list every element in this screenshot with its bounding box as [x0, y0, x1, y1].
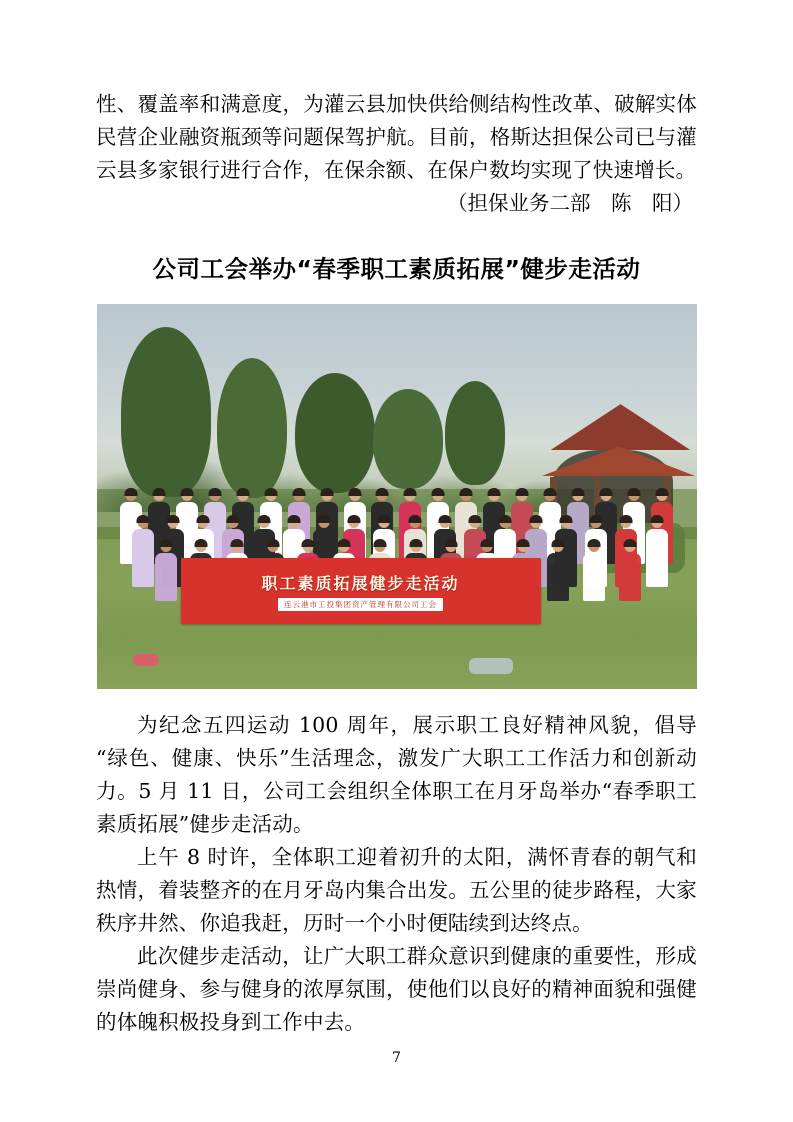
photo-person-hair	[287, 515, 300, 523]
photo-person-hair	[469, 515, 482, 523]
photo-person-hair	[152, 488, 165, 496]
photo-person-hair	[348, 515, 361, 523]
photo-person-hair	[195, 539, 208, 547]
photo-person-hair	[480, 539, 493, 547]
photo-person-hair	[376, 488, 389, 496]
photo-person	[619, 553, 641, 601]
photo-person-hair	[257, 515, 270, 523]
photo-person-hair	[571, 488, 584, 496]
group-photo	[97, 304, 697, 689]
photo-person-hair	[623, 539, 636, 547]
photo-person-hair	[488, 488, 501, 496]
photo-person-hair	[348, 488, 361, 496]
photo-person-hair	[408, 515, 421, 523]
photo-person-hair	[544, 488, 557, 496]
top-signature: （担保业务二部 陈 阳）	[447, 191, 693, 215]
photo-person-hair	[460, 488, 473, 496]
photo-person	[547, 553, 569, 601]
photo-person	[132, 529, 154, 587]
photo-person-hair	[231, 539, 244, 547]
photo-person-hair	[404, 488, 417, 496]
photo-person-hair	[159, 539, 172, 547]
photo-person-hair	[125, 488, 138, 496]
photo-person-hair	[438, 515, 451, 523]
photo-red-banner	[181, 558, 541, 623]
article-body	[96, 709, 697, 1039]
photo-person-hair	[516, 539, 529, 547]
photo-person-hair	[180, 488, 193, 496]
photo-person-hair	[236, 488, 249, 496]
photo-person-hair	[599, 488, 612, 496]
photo-person-hair	[302, 539, 315, 547]
top-paragraph: 性、覆盖率和满意度，为灌云县加快供给侧结构性改革、破解实体民营企业融资瓶颈等问题保驾护航。目前，格斯达担保公司已与灌云县多家银行进行合作，在保余额、在保户数均实现了快速增长。	[96, 92, 697, 182]
photo-person-hair	[166, 515, 179, 523]
photo-person-hair	[266, 539, 279, 547]
photo-person-hair	[620, 515, 633, 523]
photo-person-hair	[552, 539, 565, 547]
photo-person-hair	[264, 488, 277, 496]
photo-person-hair	[292, 488, 305, 496]
photo-person-hair	[320, 488, 333, 496]
photo-person-hair	[529, 515, 542, 523]
photo-ground-object	[133, 654, 159, 666]
photo-person-hair	[378, 515, 391, 523]
photo-person	[155, 553, 177, 601]
photo-tree	[445, 381, 505, 485]
body-paragraph-1: 为纪念五四运动 100 周年，展示职工良好精神风貌，倡导“绿色、健康、快乐”生活理念，激发广大职工工作活力和创新动力。5 月 11 日，公司工会组织全体职工在月牙岛举办“春季职工素质拓展”健步走活动。	[96, 713, 697, 836]
photo-tree	[373, 389, 443, 489]
page-number: 7	[392, 1050, 401, 1066]
photo-person-hair	[409, 539, 422, 547]
photo-person-hair	[432, 488, 445, 496]
photo-person-hair	[590, 515, 603, 523]
photo-person-hair	[516, 488, 529, 496]
banner-sub-text: 连云港市工投集团资产管理有限公司工会	[278, 598, 443, 611]
body-paragraph-3: 此次健步走活动，让广大职工群众意识到健康的重要性，形成崇尚健身、参与健身的浓厚氛围，使他们以良好的精神面貌和强健的体魄积极投身到工作中去。	[96, 944, 697, 1034]
photo-person-hair	[317, 515, 330, 523]
photo-person	[646, 529, 668, 587]
photo-container	[96, 304, 697, 689]
photo-tree	[295, 373, 375, 493]
photo-person	[583, 553, 605, 601]
photo-person-hair	[338, 539, 351, 547]
photo-person-hair	[655, 488, 668, 496]
photo-person-hair	[373, 539, 386, 547]
photo-person-hair	[650, 515, 663, 523]
banner-main-text: 职工素质拓展健步走活动	[261, 573, 460, 593]
photo-person-hair	[627, 488, 640, 496]
photo-tree	[121, 327, 211, 497]
photo-tree	[217, 358, 287, 498]
photo-person-hair	[588, 539, 601, 547]
photo-ground-object	[469, 658, 513, 674]
photo-person-hair	[499, 515, 512, 523]
photo-person-hair	[559, 515, 572, 523]
photo-person-hair	[227, 515, 240, 523]
photo-person-hair	[208, 488, 221, 496]
photo-person-hair	[445, 539, 458, 547]
article-headline: 公司工会举办“春季职工素质拓展”健步走活动	[152, 255, 641, 283]
body-paragraph-2: 上午 8 时许，全体职工迎着初升的太阳，满怀青春的朝气和热情，着装整齐的在月牙岛内集合出发。五公里的徒步路程，大家秩序井然、你追我赶，历时一个小时便陆续到达终点。	[96, 845, 697, 935]
photo-person-hair	[136, 515, 149, 523]
photo-person-hair	[197, 515, 210, 523]
